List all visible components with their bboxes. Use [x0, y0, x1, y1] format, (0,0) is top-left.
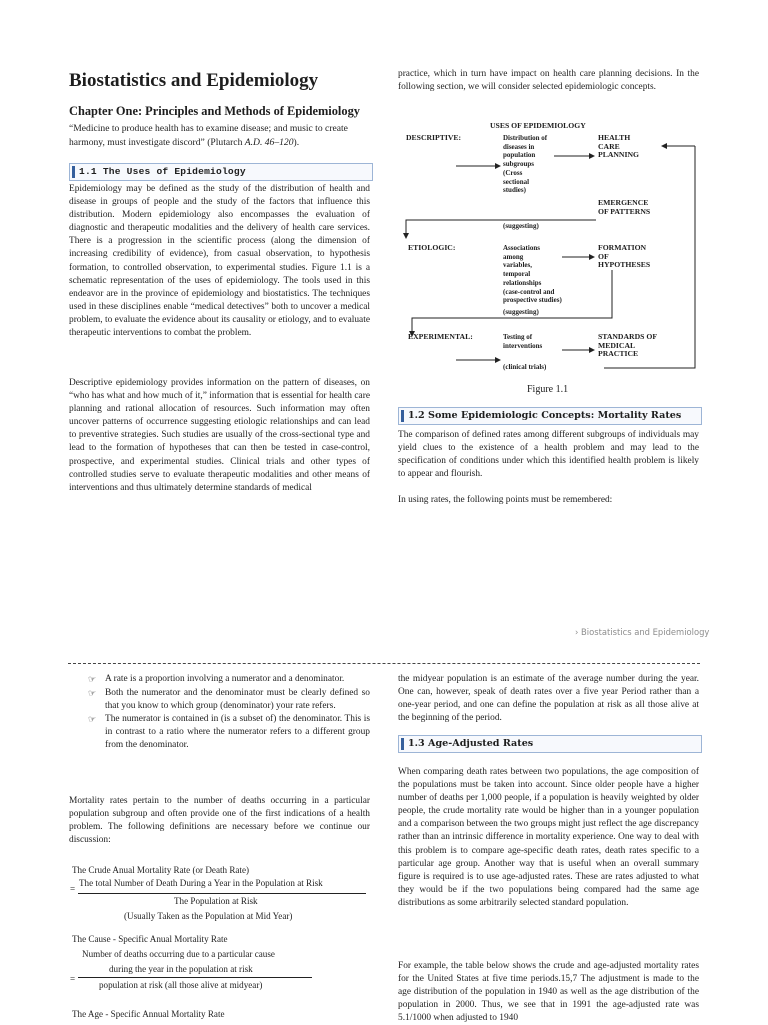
- chapter-title: Chapter One: Principles and Methods of Epidemiology: [69, 104, 360, 118]
- label-suggesting-2: (suggesting): [503, 308, 539, 316]
- label-etiologic: ETIOLOGIC:: [408, 243, 456, 252]
- section-title: 1.1 The Uses of Epidemiology: [79, 166, 246, 177]
- figure-caption: Figure 1.1: [527, 384, 569, 395]
- cause-rate-title: The Cause - Specific Anual Mortality Rate: [72, 934, 228, 944]
- box-emergence: EMERGENCE OF PATTERNS: [598, 198, 651, 216]
- label-suggesting-1: (suggesting): [503, 222, 539, 230]
- paragraph-definition: Epidemiology may be defined as the study of the distribution of health and disease in groups of people and the study of the factors that influence this distribution. Modern epidemiology also encompasses the evaluation of diagnostic and therapeutic modalities and the delivery of health care services. There is a progression in the scientific process (along the dimension of increasing credibility of evidence), from casual observation, to hypothesis formation, to controlled observation, to experimental studies. Figure 1.1 is a schematic representation of the uses of epidemiology. The tools used in this endeavor are in the province of epidemiology and biostatistics. The techniques used in these disciplines enable “medical detectives” both to uncover a medical problem, to evaluate the evidence about its causality or etiology, and to evaluate therapeutic interventions to combat the problem.: [69, 184, 370, 339]
- fraction-bar: [78, 893, 366, 894]
- label-descriptive: DESCRIPTIVE:: [406, 133, 462, 142]
- cause-numerator-line-2: during the year in the population at risk: [109, 964, 253, 974]
- pointing-hand-icon: ☞: [88, 714, 97, 725]
- box-health-care-planning: HEALTH CARE PLANNING: [598, 133, 640, 160]
- section-heading-1-2: [398, 407, 702, 425]
- crude-rate-title: The Crude Anual Mortality Rate (or Death Rate): [72, 865, 250, 875]
- box-standards: STANDARDS OF MEDICAL PRACTICE: [598, 332, 658, 359]
- label-experimental: EXPERIMENTAL:: [408, 332, 473, 341]
- paragraph-rates-comparison: The comparison of defined rates among different subgroups of individuals may yield clues to the existence of a health problem and may lead to the specification of conditions under which this identified health problem is likely to appear and flourish.: [398, 430, 699, 480]
- section-heading-1-3: [398, 735, 702, 753]
- paragraph-age-adjusted: When comparing death rates between two populations, the age composition of the populations must be taken into account. Since older people have a higher number of deaths per 1,000 people, if a population is heavily weighted by older people, the crude mortality rate would be higher than in a younger population and a comparison between the two groups might just reflect the age discrepancy rather than an intrinsic difference in mortality experience. One way to deal with this problem is to compare age-specific death rates, death rates specific to a particular age group. Another way that is useful when an overall summary figure is required is to use age-adjusted rates. These are rates adjusted to what they would be if the two populations being compared had the same age distributions as some arbitrarily selected standard population.: [398, 767, 699, 908]
- section-marker: [72, 166, 75, 178]
- quote-source-date: A.D. 46–120: [244, 136, 294, 148]
- paragraph-practice: practice, which in turn have impact on health care planning decisions. In the following section, we will consider selected epidemiologic concepts.: [398, 69, 699, 93]
- equals-sign: =: [70, 974, 76, 984]
- paragraph-rates-points: In using rates, the following points must be remembered:: [398, 495, 613, 505]
- footer-text: Biostatistics and Epidemiology: [581, 627, 710, 637]
- age-rate-title: The Age - Specific Annual Mortality Rate: [72, 1009, 225, 1019]
- section-marker: [401, 738, 404, 750]
- section-title: 1.3 Age-Adjusted Rates: [408, 738, 534, 749]
- cause-numerator-line-1: Number of deaths occurring due to a particular cause: [82, 949, 275, 959]
- box-formation-of-hypotheses: FORMATION OF HYPOTHESES: [598, 243, 651, 270]
- box-associations: Associations among variables, temporal relationships (case-control and prospective studies): [503, 244, 562, 305]
- paragraph-mortality: Mortality rates pertain to the number of deaths occurring in a particular population subgroup and often provide one of the first indications of a health problem. The following definitions are necessary before we continue our discussion:: [69, 796, 370, 846]
- arrow-to-etiologic: [406, 220, 596, 238]
- pointing-hand-icon: ☞: [88, 687, 97, 698]
- book-title: Biostatistics and Epidemiology: [69, 70, 319, 91]
- box-testing: Testing of interventions: [503, 333, 543, 350]
- box-distribution: Distribution of diseases in population subgroups (Cross sectional studies): [503, 134, 548, 195]
- quote-source-end: ).: [293, 136, 300, 148]
- cause-denominator: population at risk (all those alive at midyear): [99, 980, 263, 990]
- section-heading-1-1: [69, 163, 373, 181]
- quote-source: (Plutarch: [204, 136, 245, 148]
- chapter-quote: [69, 122, 369, 149]
- list-item: ☞ A rate is a proportion involving a numerator and a denominator.: [88, 673, 370, 686]
- rate-points-list: [88, 673, 370, 753]
- crude-numerator: The total Number of Death During a Year in the Population at Risk: [79, 878, 323, 888]
- footer-chevron-icon: ›: [575, 627, 579, 637]
- page-footer: [575, 627, 709, 637]
- paragraph-descriptive: Descriptive epidemiology provides information on the pattern of diseases, on “who has what and how much of it,” information that is essential for health care planning and rational allocation of resources. Such information may often uncover patterns of occurrence suggesting etiologic relationships and can lead to preventive strategies. Such studies are usually of the cross-sectional type and lead to the formation of hypotheses that can then be tested in case-control, prospective, and experimental studies. Clinical trials and other types of controlled studies serve to evaluate therapeutic modalities and other means of interventions and thus ultimately determine standards of medical: [69, 378, 370, 493]
- crude-denominator: The Population at Risk: [174, 896, 258, 906]
- fraction-bar: [78, 977, 312, 978]
- pointing-hand-icon: ☞: [88, 674, 97, 684]
- paragraph-midyear: the midyear population is an estimate of the average number during the year. One can, however, speak of death rates over a five year Period rather than a one-year period, and one can define the population at risk as all those alive at the beginning of the period.: [398, 674, 699, 724]
- crude-note: (Usually Taken as the Population at Mid Year): [124, 911, 293, 921]
- figure-uses-of-epidemiology: [398, 118, 699, 373]
- section-marker: [401, 410, 404, 422]
- figure-title: USES OF EPIDEMIOLOGY: [490, 121, 586, 130]
- list-item: ☞ Both the numerator and the denominator must be clearly defined so that you know to which group (denominator) your rate refers.: [88, 687, 370, 711]
- equals-sign: =: [70, 884, 76, 894]
- list-item: ☞ The numerator is contained in (is a subset of) the denominator. This is in contrast to a ratio where the numerator refers to a different group from the denominator.: [88, 714, 370, 751]
- paragraph-example: For example, the table below shows the crude and age-adjusted mortality rates for the United States at five time periods.15,7 The adjustment is made to the age distribution of the population in 1940 as well as the age distribution of the population in 2000. Thus, we see that in 1991 the age-adjusted rate was 5.1/1000 when adjusted to 1940: [398, 961, 699, 1024]
- quote-text: “Medicine to produce health has to examine disease; and music to create harmony, must investigate discord”: [69, 123, 348, 148]
- section-title: 1.2 Some Epidemiologic Concepts: Mortality Rates: [408, 410, 682, 421]
- page-divider: [68, 663, 700, 664]
- label-clinical-trials: (clinical trials): [503, 363, 547, 371]
